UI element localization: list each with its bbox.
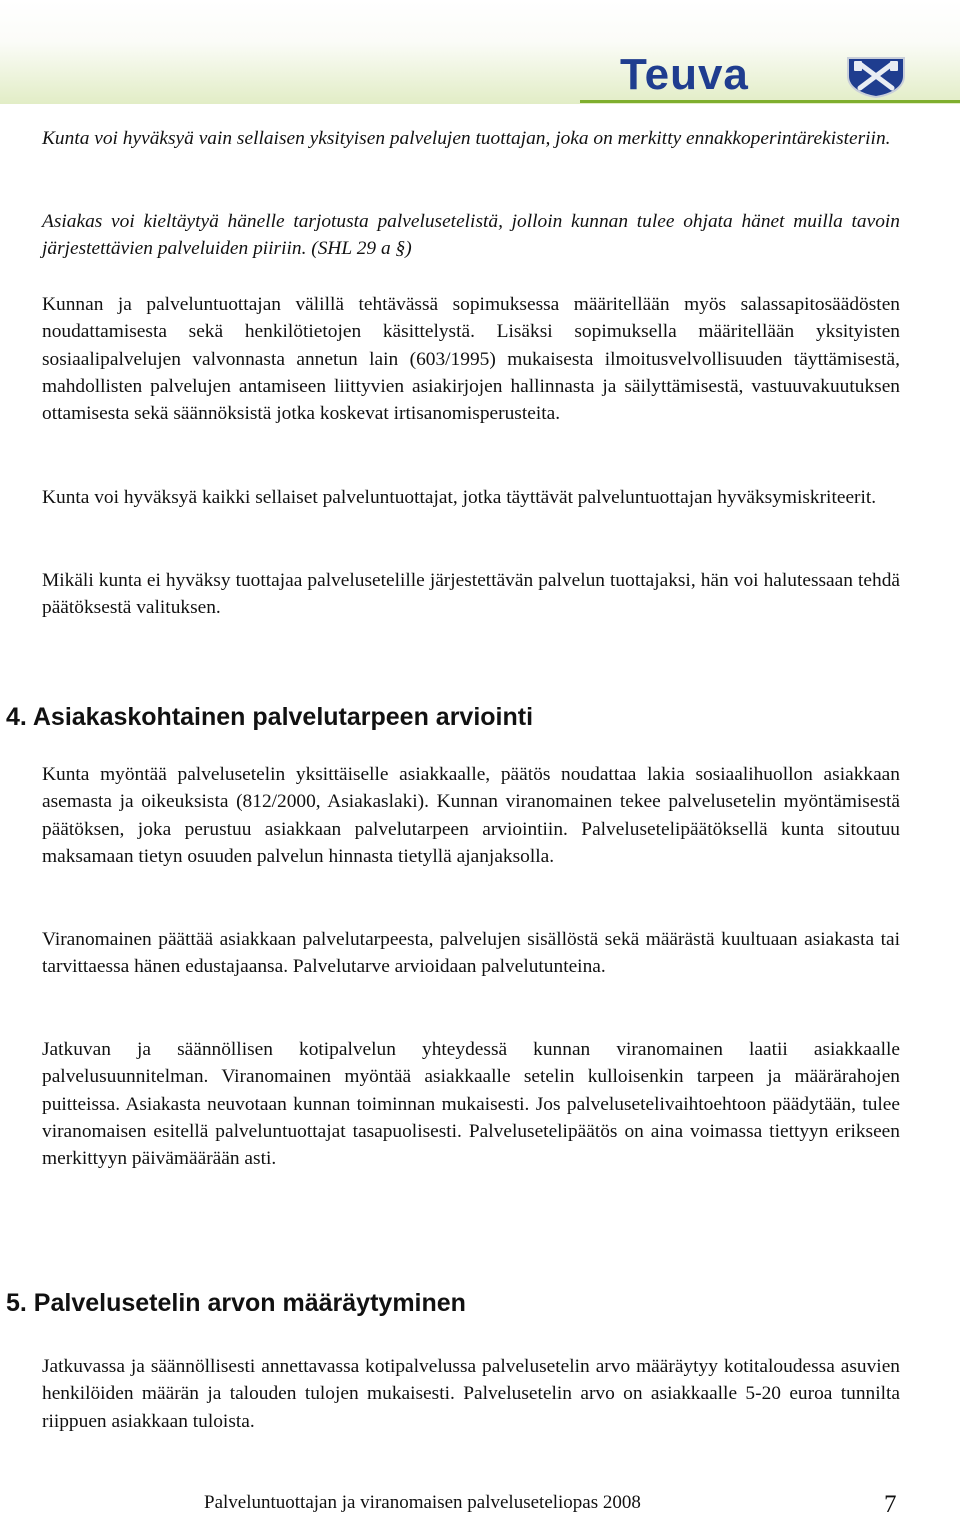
paragraph-contract: Kunnan ja palveluntuottajan välillä tehtävässä sopimuksessa määritellään myös salassapitosäädösten noudattamisesta sekä henkilötietojen käsittelystä. Lisäksi sopimuksella määritellään yksityisten sosiaalipalvelujen valvonnasta annetun lain (603/1995) mukaisesta ilmoitusvelvollisuuden täyttämisestä, mahdollisten palvelujen antamiseen liittyvien asiakirjojen hallinnasta ja säilyttämisestä, vastuuvakuutuksen ottamisesta sekä säännöksistä jotka koskevat irtisanomisperusteita. xyxy=(42,294,900,425)
section5-paragraph-1: Jatkuvassa ja säännöllisesti annettavassa kotipalvelussa palvelusetelin arvo määräytyy kotitaloudessa asuvien henkilöiden määrän ja talouden tulojen mukaisesti. Palvelusetelin arvo on asiakkaalle 5-20 euroa tunnilta riippuen asiakkaan tuloista. xyxy=(42,1356,900,1432)
law-reference: (SHL 29 a §) xyxy=(311,238,412,260)
paragraph-refusal-text: Asiakas voi kieltäytyä hänelle tarjotusta palvelusetelistä, jolloin kunnan tulee ohjata hänet muilla tavoin järjestettävien palveluiden piiriin. xyxy=(42,211,900,260)
paragraph-approval: Kunta voi hyväksyä kaikki sellaiset palveluntuottajat, jotka täyttävät palveluntuottajan hyväksymiskriteerit. xyxy=(42,487,877,508)
paragraph-tax-register: Kunta voi hyväksyä vain sellaisen yksityisen palvelujen tuottajan, joka on merkitty ennakkoperintärekisteriin. xyxy=(42,128,891,149)
section4-paragraph-2: Viranomainen päättää asiakkaan palvelutarpeesta, palvelujen sisällöstä sekä määrästä kuultuaan asiakasta tai tarvittaessa hänen edustajaansa. Palvelutarve arvioidaan palvelutunteina. xyxy=(42,929,900,978)
section5-heading: 5. Palvelusetelin arvon määräytyminen xyxy=(6,1289,466,1317)
teuva-logo xyxy=(620,52,940,102)
section4-heading: 4. Asiakaskohtainen palvelutarpeen arviointi xyxy=(6,703,534,731)
crest-icon xyxy=(840,52,912,98)
paragraph-appeal: Mikäli kunta ei hyväksy tuottajaa palvelusetelille järjestettävän palvelun tuottajaksi, hän voi halutessaan tehdä päätöksestä valituksen. xyxy=(42,570,900,619)
section4-paragraph-3: Jatkuvan ja säännöllisen kotipalvelun yhteydessä kunnan viranomainen laatii asiakkaalle palvelusuunnitelman. Viranomainen myöntää asiakkaalle setelin kulloisenkin tarpeen ja määrärahojen puitteissa. Asiakasta neuvotaan kunnan toiminnan mukaisesti. Jos palvelusetelivaihtoehtoon päädytään, tulee viranomaisen esitellä palveluntuottajat tasapuolisesti. Palvelusetelipäätös on aina voimassa tiettyyn erikseen merkittyyn päivämäärään asti. xyxy=(42,1039,900,1170)
section4-paragraph-1: Kunta myöntää palvelusetelin yksittäiselle asiakkaalle, päätös noudattaa lakia sosiaalihuollon asiakkaan asemasta ja oikeuksista (812/2000, Asiakaslaki). Kunnan viranomainen tekee palvelusetelin myöntämisestä päätöksen, joka perustuu asiakkaan palvelutarpeen arviointiin. Palvelusetelipäätöksellä kunta sitoutuu maksamaan tietyn osuuden palvelun hinnasta tietyllä ajanjaksolla. xyxy=(42,764,900,867)
page-number: 7 xyxy=(884,1491,897,1518)
paragraph-refusal xyxy=(42,208,900,263)
footer-title: Palveluntuottajan ja viranomaisen palveluseteliopas 2008 xyxy=(204,1492,641,1513)
logo-wordmark: Teuva xyxy=(620,50,749,99)
